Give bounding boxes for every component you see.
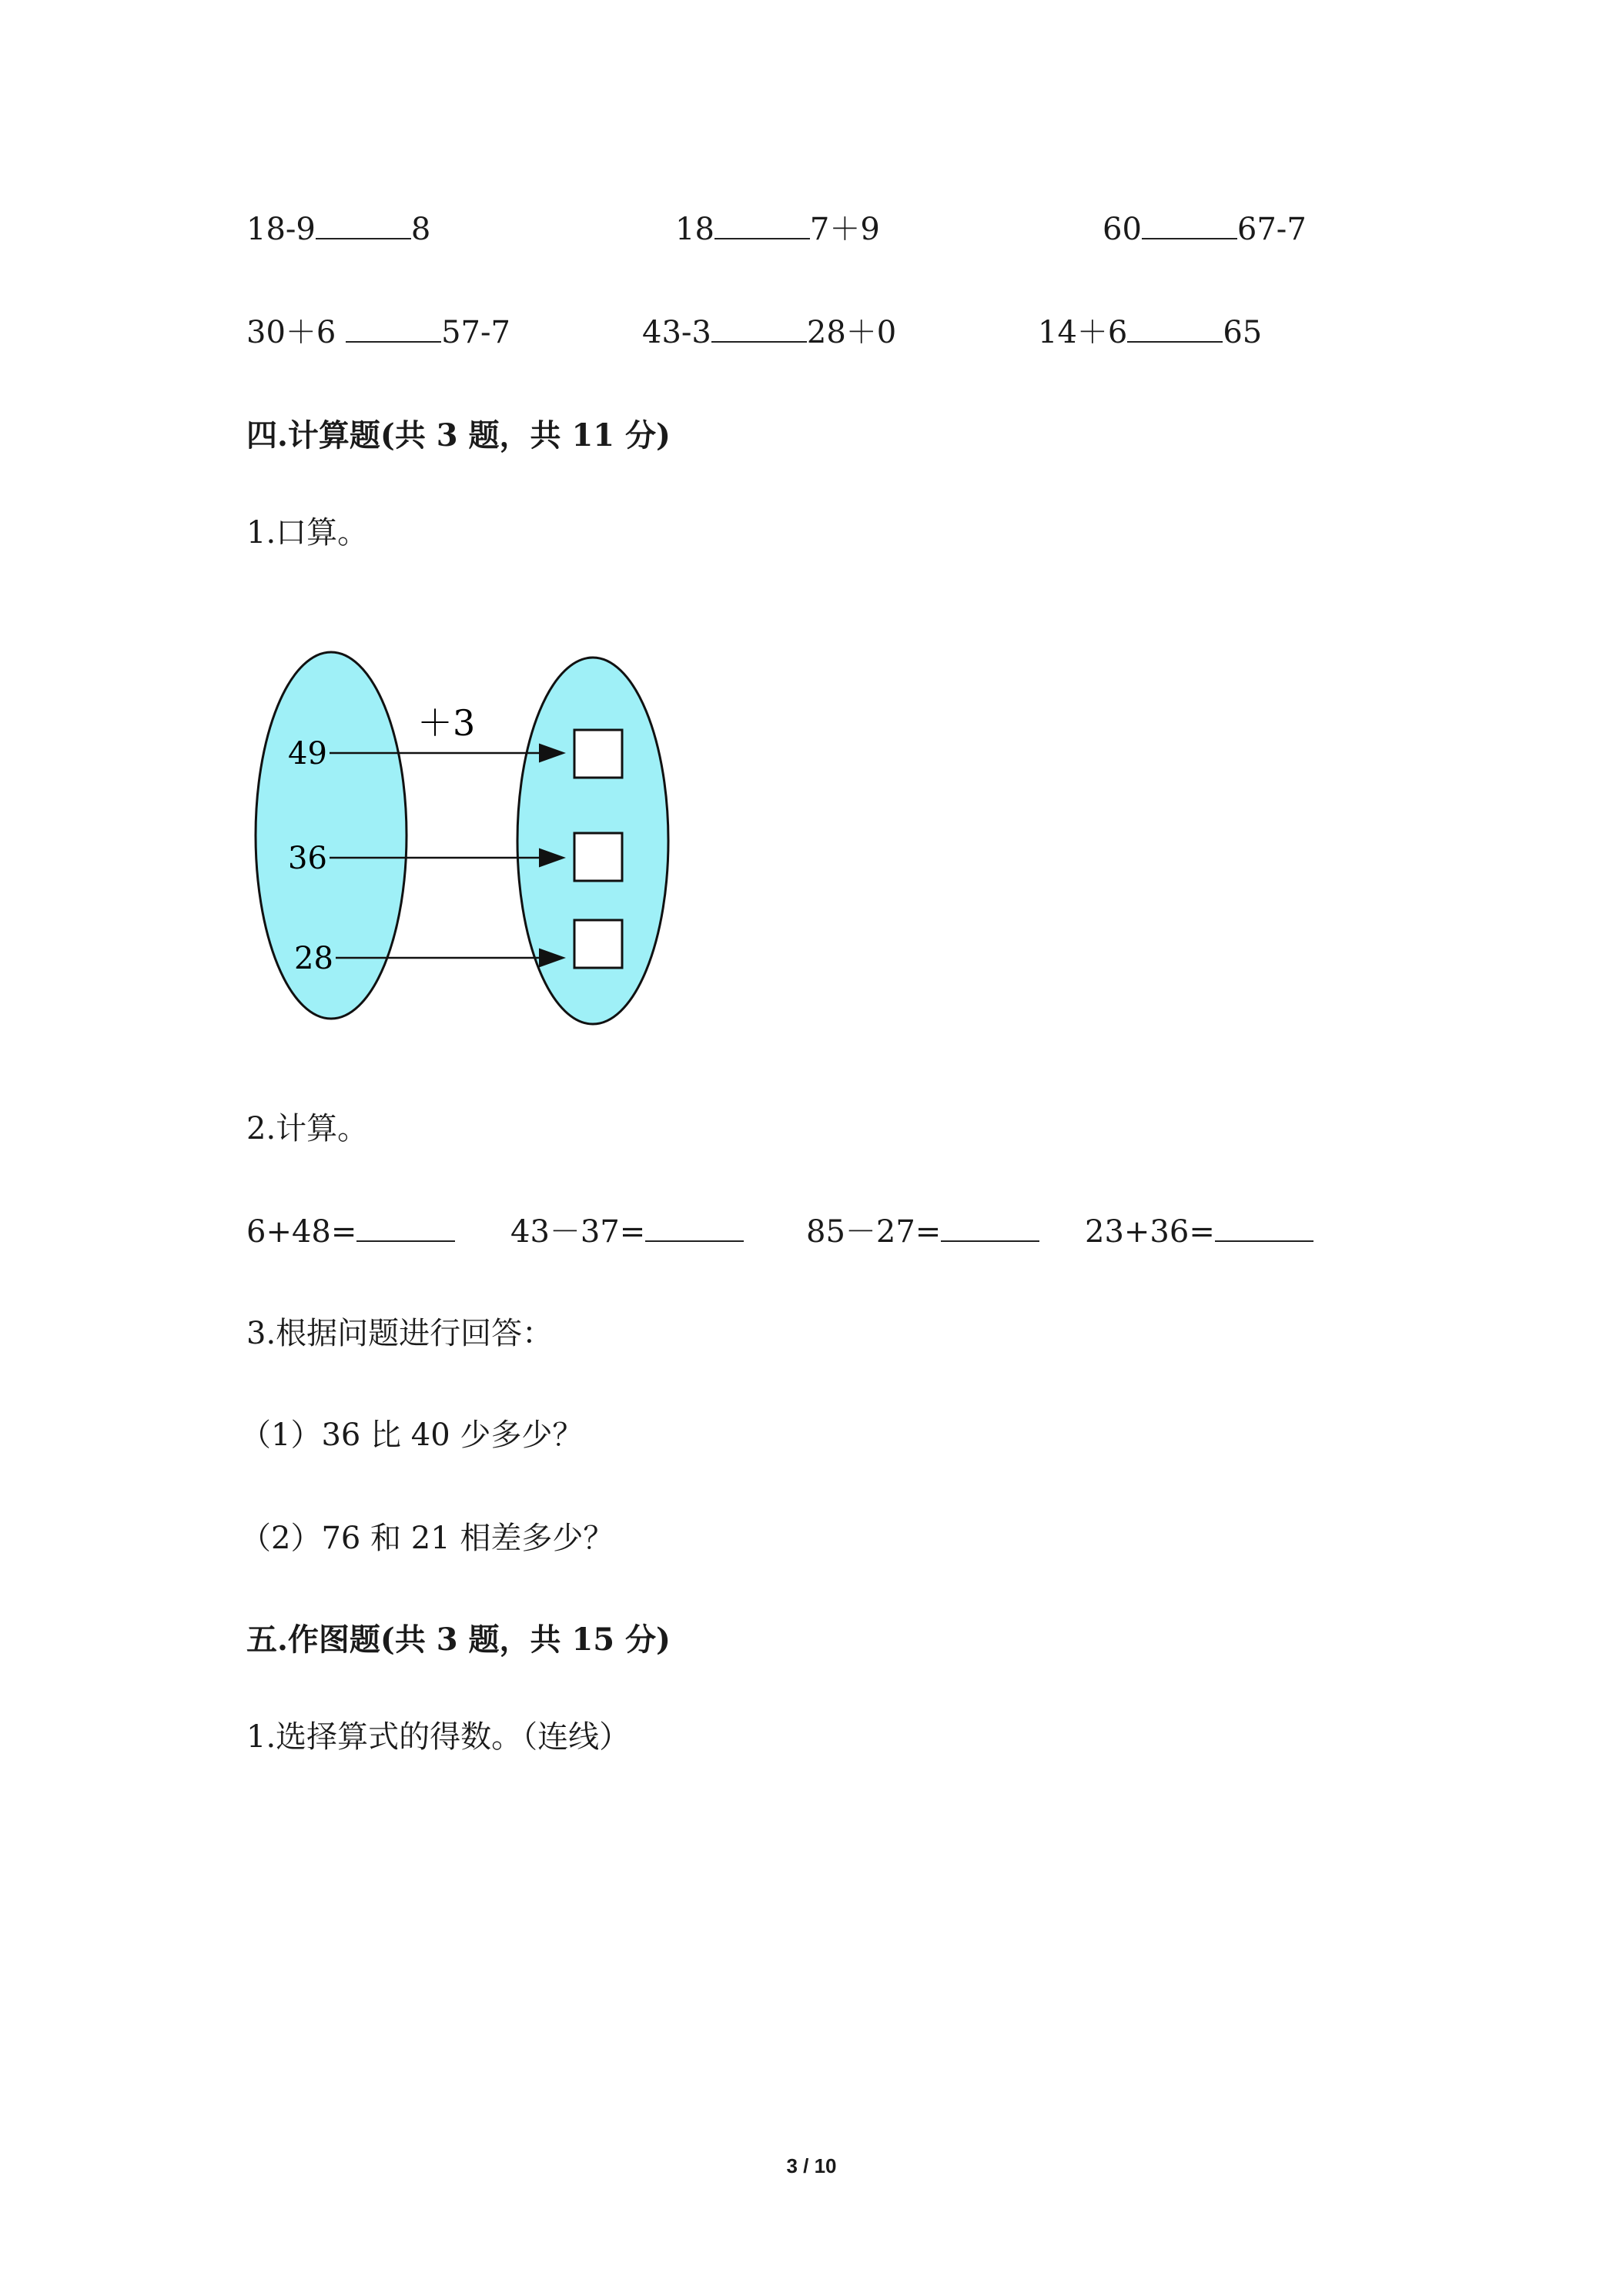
input-value: 36 bbox=[288, 841, 327, 876]
answer-blank[interactable] bbox=[1127, 338, 1223, 343]
page-number: 3 / 10 bbox=[786, 2154, 837, 2177]
operator-label: ＋3 bbox=[417, 702, 476, 744]
compare-left: 18-9 bbox=[246, 212, 316, 247]
input-value: 28 bbox=[294, 941, 333, 976]
compare-left: 18 bbox=[675, 212, 714, 247]
question-label: 1.选择算式的得数。（连线） bbox=[246, 1719, 631, 1755]
compare-item bbox=[246, 214, 430, 245]
question-label: 2.计算。 bbox=[246, 1111, 369, 1146]
answer-blank[interactable] bbox=[346, 338, 441, 343]
sub-question: （1）36 比 40 少多少？ bbox=[240, 1417, 584, 1453]
calc-expression: 6+48= bbox=[246, 1214, 357, 1250]
question-label: 1.口算。 bbox=[246, 515, 369, 551]
section-title: 四.计算题(共 3 题，共 11 分) bbox=[246, 417, 671, 454]
calc-item bbox=[806, 1214, 1039, 1250]
answer-blank[interactable] bbox=[711, 338, 807, 343]
calc-expression: 43－37= bbox=[510, 1214, 646, 1250]
compare-item bbox=[246, 317, 510, 348]
answer-blank[interactable] bbox=[1142, 235, 1237, 239]
compare-right: 67-7 bbox=[1236, 212, 1307, 247]
compare-left: 30＋6 bbox=[246, 315, 346, 350]
compare-item bbox=[1103, 214, 1307, 245]
compare-right: 57-7 bbox=[441, 315, 510, 350]
compare-right: 28＋0 bbox=[806, 315, 897, 350]
section-title: 五.作图题(共 3 题，共 15 分) bbox=[246, 1622, 671, 1658]
answer-box[interactable] bbox=[574, 833, 622, 881]
answer-box[interactable] bbox=[574, 920, 622, 968]
compare-left: 43-3 bbox=[642, 315, 711, 350]
compare-left: 14＋6 bbox=[1038, 315, 1128, 350]
answer-blank[interactable] bbox=[941, 1237, 1039, 1242]
answer-blank[interactable] bbox=[316, 235, 411, 239]
compare-item bbox=[1038, 317, 1262, 348]
calc-item bbox=[510, 1214, 744, 1250]
compare-left: 60 bbox=[1103, 212, 1142, 247]
answer-blank[interactable] bbox=[645, 1237, 744, 1242]
compare-right: 8 bbox=[410, 212, 431, 247]
answer-blank[interactable] bbox=[1215, 1237, 1313, 1242]
calc-item bbox=[1085, 1214, 1313, 1250]
calc-expression: 85－27= bbox=[806, 1214, 942, 1250]
compare-item bbox=[642, 317, 896, 348]
compare-right: 7＋9 bbox=[809, 212, 880, 247]
calc-expression: 23+36= bbox=[1085, 1214, 1215, 1250]
input-value: 49 bbox=[288, 736, 327, 771]
calc-item bbox=[246, 1214, 455, 1250]
compare-item bbox=[675, 214, 880, 245]
answer-box[interactable] bbox=[574, 730, 622, 778]
answer-blank[interactable] bbox=[356, 1237, 455, 1242]
question-label: 3.根据问题进行回答： bbox=[246, 1316, 554, 1351]
compare-right: 65 bbox=[1223, 315, 1263, 350]
answer-blank[interactable] bbox=[714, 235, 810, 239]
mapping-diagram bbox=[239, 639, 678, 1032]
sub-question: （2）76 和 21 相差多少？ bbox=[240, 1521, 614, 1556]
